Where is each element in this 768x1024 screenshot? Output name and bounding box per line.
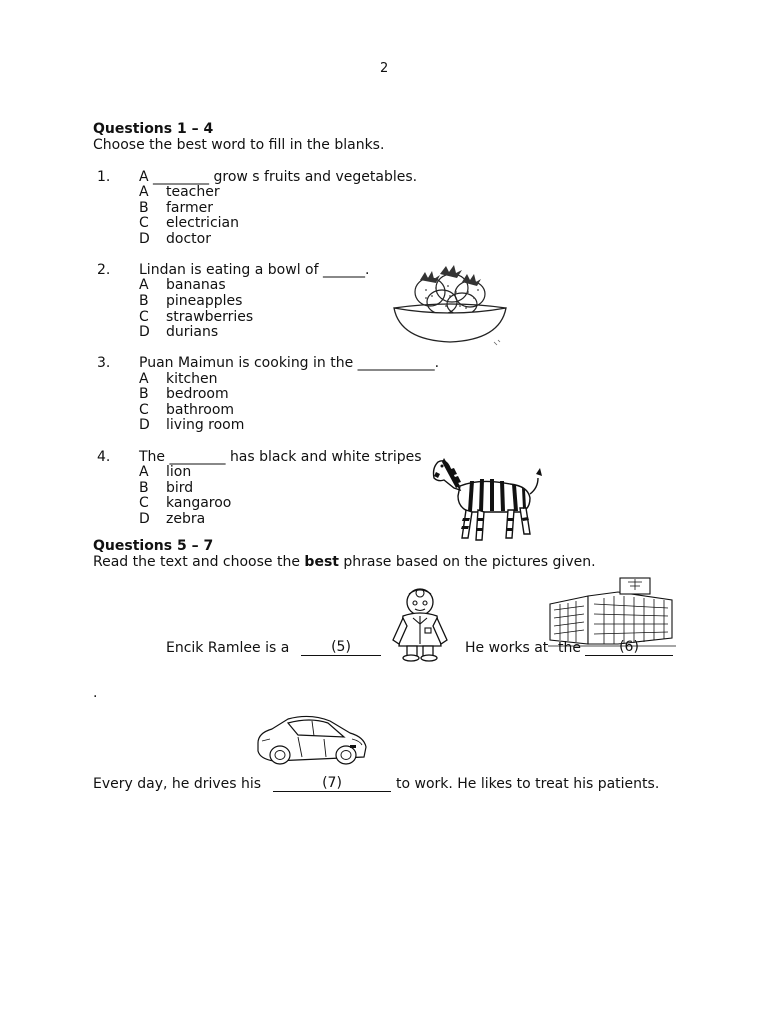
option-text: zebra bbox=[166, 511, 206, 527]
passage-line-1 bbox=[166, 640, 289, 656]
passage-text: the bbox=[558, 640, 581, 656]
blank-number: (6) bbox=[619, 639, 639, 655]
blank-6 bbox=[585, 640, 673, 656]
blank-5 bbox=[301, 640, 381, 656]
section2-instruction bbox=[93, 554, 596, 570]
option-letter: D bbox=[139, 511, 150, 527]
section1-instruction: Choose the best word to fill in the blanks. bbox=[93, 137, 385, 153]
option-letter: B bbox=[139, 200, 149, 216]
option-text: doctor bbox=[166, 231, 211, 247]
instruction-text: phrase based on the pictures given. bbox=[338, 554, 596, 570]
option-text: bathroom bbox=[166, 402, 235, 418]
instruction-emphasis: best bbox=[304, 554, 339, 570]
question-number: 1. bbox=[97, 169, 111, 185]
blank-7 bbox=[273, 776, 391, 792]
option-letter: C bbox=[139, 495, 149, 511]
page-number: 2 bbox=[380, 61, 389, 76]
option-letter: D bbox=[139, 417, 150, 433]
question-text: Lindan is eating a bowl of ______. bbox=[139, 262, 370, 278]
question-number: 3. bbox=[97, 355, 111, 371]
option-letter: B bbox=[139, 293, 149, 309]
zebra-icon bbox=[430, 448, 545, 543]
question-text: A ________ grow s fruits and vegetables. bbox=[139, 169, 418, 185]
option-letter: A bbox=[139, 277, 149, 293]
option-text: bird bbox=[166, 480, 194, 496]
section1-heading: Questions 1 – 4 bbox=[93, 121, 214, 137]
passage-text: Every day, he drives his bbox=[93, 776, 262, 792]
question-number: 4. bbox=[97, 449, 111, 465]
option-text: kangaroo bbox=[166, 495, 232, 511]
passage-text: Encik Ramlee is a bbox=[166, 640, 290, 656]
question-text: Puan Maimun is cooking in the ___________. bbox=[139, 355, 440, 371]
option-text: electrician bbox=[166, 215, 239, 231]
option-text: bananas bbox=[166, 277, 226, 293]
car-icon bbox=[254, 707, 369, 769]
doctor-icon bbox=[385, 584, 455, 662]
option-letter: C bbox=[139, 402, 149, 418]
option-letter: A bbox=[139, 464, 149, 480]
option-text: lion bbox=[166, 464, 192, 480]
instruction-text: Read the text and choose the bbox=[93, 554, 305, 570]
passage-text: to work. He likes to treat his patients. bbox=[396, 776, 660, 792]
option-letter: A bbox=[139, 371, 149, 387]
option-letter: D bbox=[139, 324, 150, 340]
blank-number: (5) bbox=[331, 639, 351, 655]
option-text: pineapples bbox=[166, 293, 243, 309]
option-letter: A bbox=[139, 184, 149, 200]
option-text: teacher bbox=[166, 184, 220, 200]
hospital-icon bbox=[548, 574, 676, 646]
option-text: kitchen bbox=[166, 371, 218, 387]
question-number: 2. bbox=[97, 262, 111, 278]
stray-period: . bbox=[93, 685, 98, 701]
blank-number: (7) bbox=[322, 775, 342, 791]
option-letter: C bbox=[139, 309, 149, 325]
strawberry-bowl-icon bbox=[390, 260, 510, 350]
option-text: living room bbox=[166, 417, 245, 433]
passage-text: He works at bbox=[465, 640, 549, 656]
option-letter: D bbox=[139, 231, 150, 247]
option-letter: C bbox=[139, 215, 149, 231]
question-text: The ________ has black and white stripes bbox=[139, 449, 422, 465]
option-text: farmer bbox=[166, 200, 214, 216]
option-text: bedroom bbox=[166, 386, 229, 402]
option-text: strawberries bbox=[166, 309, 254, 325]
option-letter: B bbox=[139, 386, 149, 402]
option-text: durians bbox=[166, 324, 219, 340]
section2-heading: Questions 5 – 7 bbox=[93, 538, 214, 554]
option-letter: B bbox=[139, 480, 149, 496]
